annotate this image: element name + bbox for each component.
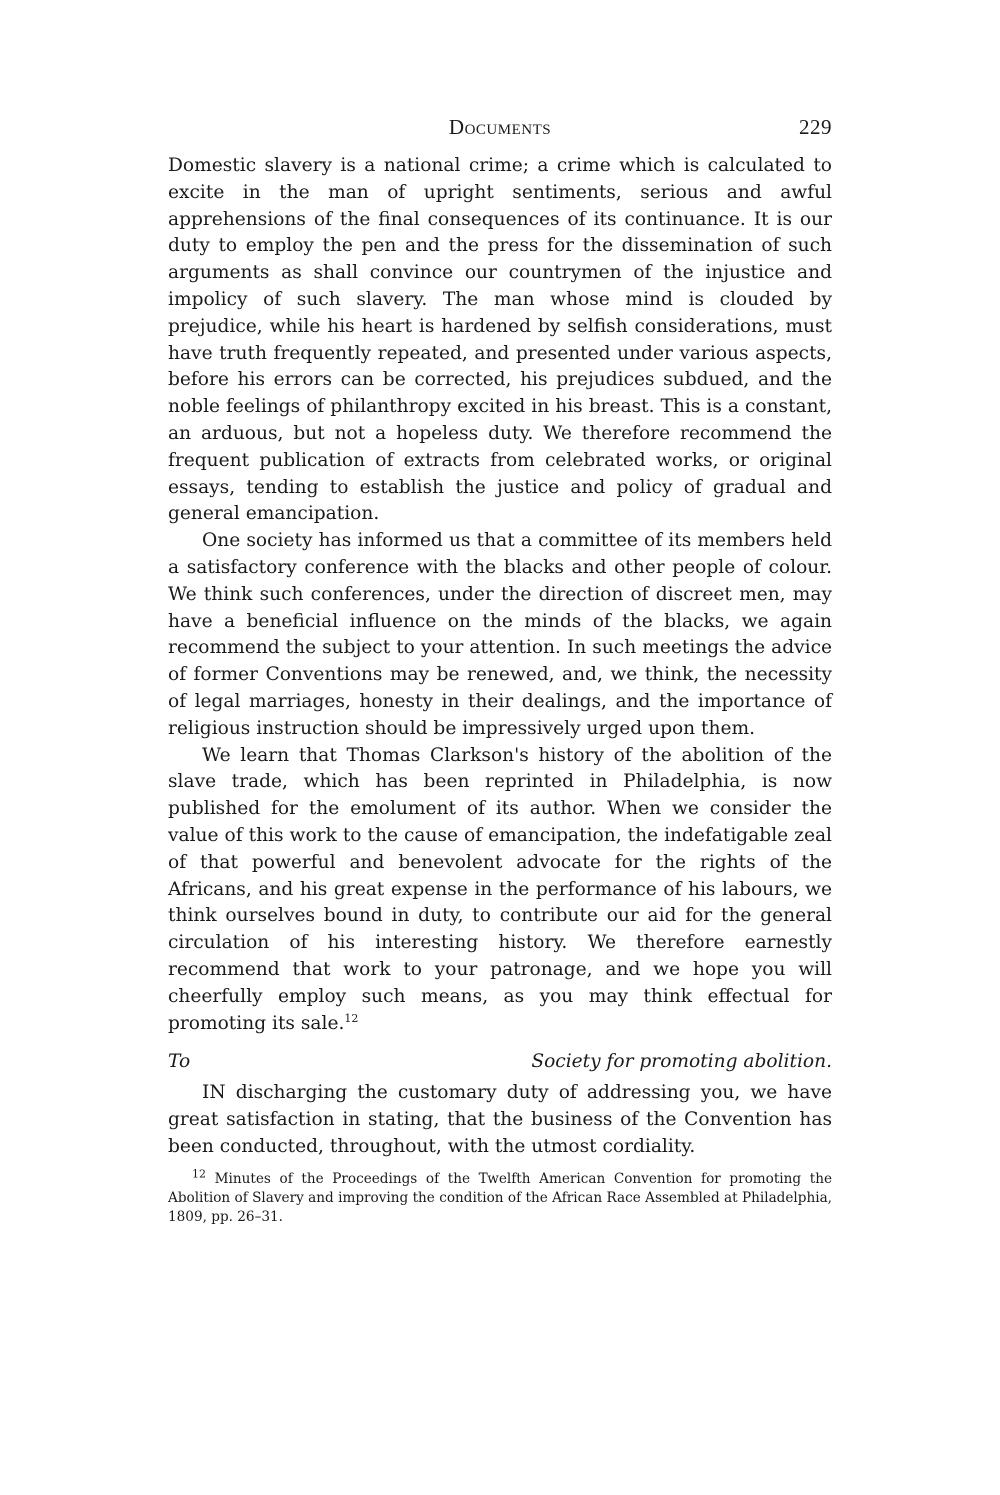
paragraph: One society has informed us that a committee of its members held a satisfactory conference with the blacks and other people of colour. We think such conferences, under the direction of discreet men, may have a beneficial influence on the minds of the blacks, we again recommend the subject to your attention. In such meetings the advice of former Conventions may be renewed, and, we think, the necessity of legal marriages, honesty in their dealings, and the importance of religious instruction should be impressively urged upon them.: [168, 530, 832, 739]
footnote: [168, 1167, 832, 1227]
footnotes: [168, 1167, 832, 1227]
salutation-line: [168, 1049, 832, 1076]
body-text: [168, 153, 832, 1160]
paragraph: IN discharging the customary duty of addressing you, we have great satisfaction in stating, that the business of the Convention has been conducted, throughout, with the utmost cordiality.: [168, 1082, 832, 1157]
running-head: [168, 115, 832, 153]
running-title: Documents: [448, 115, 552, 139]
footnote-marker: 12: [192, 1167, 206, 1181]
footnote-reference: 12: [344, 1011, 359, 1025]
paragraph: Domestic slavery is a national crime; a crime which is calculated to excite in the man of upright sentiments, serious and awful apprehensions of the final consequences of its continuance. It is our duty to employ the pen and the press for the dissemination of such arguments as shall convince our countrymen of the injustice and impolicy of such slavery. The man whose mind is clouded by prejudice, while his heart is hardened by selfish considerations, must have truth frequently repeated, and presented under various aspects, before his errors can be corrected, his prejudices subdued, and the noble feelings of philanthropy excited in his breast. This is a constant, an arduous, but not a hopeless duty. We therefore recommend the frequent publication of extracts from celebrated works, or original essays, tending to establish the justice and policy of gradual and general emancipation.: [168, 155, 832, 525]
salutation-to: To: [168, 1051, 191, 1073]
salutation-society: Society for promoting abolition.: [531, 1051, 832, 1073]
document-page: [168, 115, 832, 1227]
paragraph-text: We learn that Thomas Clarkson's history of the abolition of the slave trade, which has been reprinted in Philadelphia, is now published for the emolument of its author. When we consider the value of this work to the cause of emancipation, the indefatigable zeal of that powerful and benevolent advocate for the rights of the Africans, and his great expense in the performance of his labours, we think ourselves bound in duty, to contribute our aid for the general circulation of his interesting history. We therefore earnestly recommend that work to your patronage, and we hope you will cheerfully employ such means, as you may think effectual for promoting its sale.: [168, 744, 832, 1034]
page-number: 229: [799, 115, 832, 139]
paragraph: [168, 743, 832, 1038]
footnote-text: Minutes of the Proceedings of the Twelfth American Convention for promoting the Abolition of Slavery and improving the condition of the African Race Assembled at Philadelphia, 1809, pp. 26–31.: [168, 1171, 832, 1226]
